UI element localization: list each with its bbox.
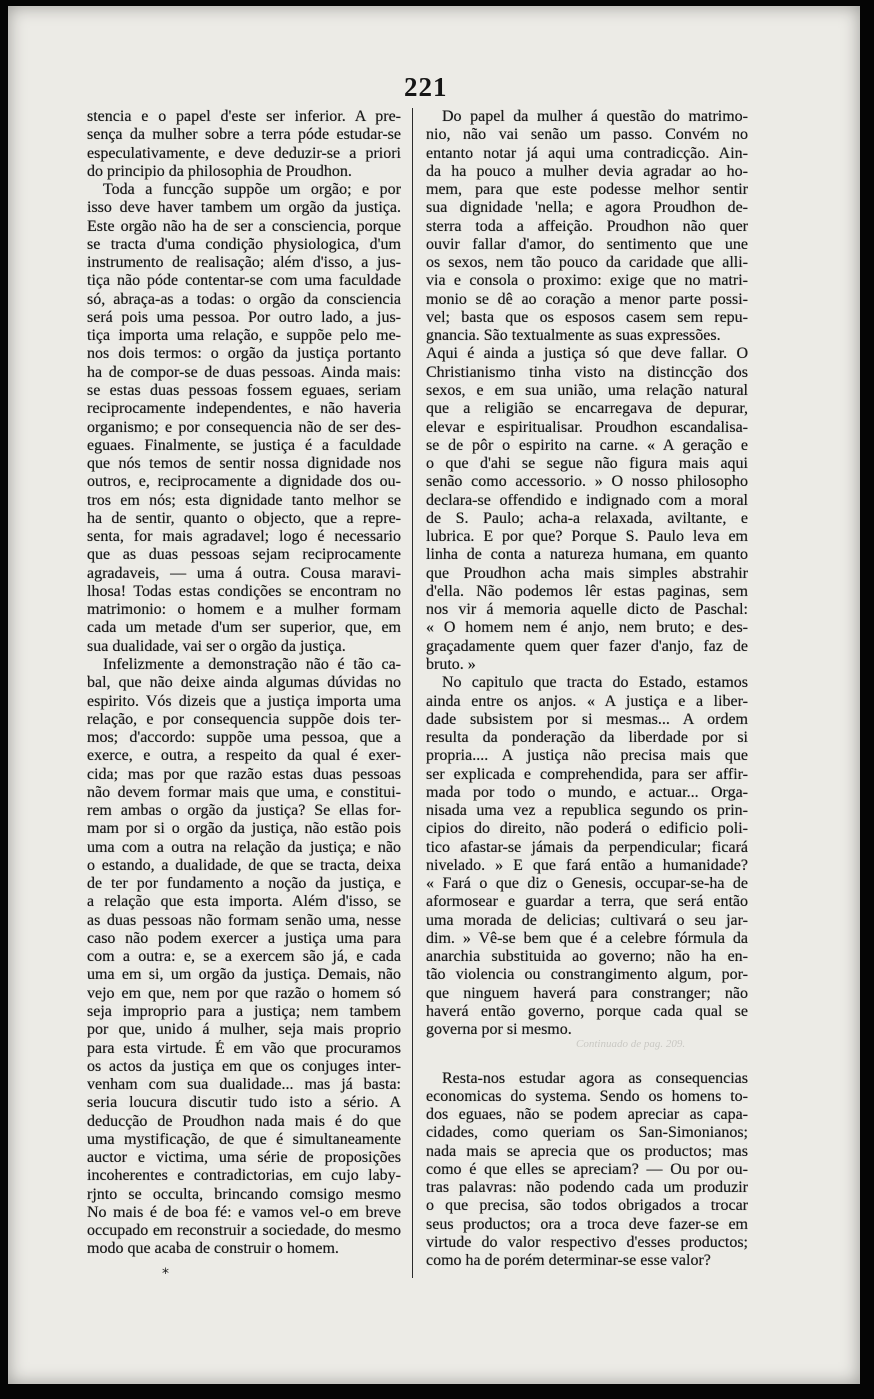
left-column-line: auctor e victima, uma série de proposições (87, 1149, 401, 1167)
left-column-line: espirito. Vós dizeis que a justiça importa uma (87, 692, 401, 710)
right-column-line: tão violencia ou constrangimento algum, por- (426, 966, 748, 984)
right-column-line: nio, não vai senão um passo. Convém no (426, 126, 748, 144)
left-column-line: incoherentes e contradictorias, em cujo laby- (87, 1167, 401, 1185)
right-column-line: o que precisa, são todos obrigados a trocar (426, 1197, 748, 1215)
left-column-line: modo que acaba de construir o homem. (87, 1240, 339, 1258)
right-column-line: de S. Paulo; acha-a relaxada, aviltante, e (426, 509, 748, 527)
right-column-line: Resta-nos estudar agora as consequencias (442, 1069, 748, 1087)
left-column-line: nos dois termos: o orgão da justiça portanto (87, 345, 401, 363)
right-column-line: ouvir fallar d'amor, do sentimento que une (426, 235, 748, 253)
right-column-line: entanto notar já aqui uma contradicção. Ain- (426, 144, 748, 162)
right-column-line: sua dignidade 'nella; e agora Proudhon de- (426, 199, 748, 217)
left-column-line: se tracta d'uma condição physiologica, d'um (87, 235, 401, 253)
left-column-line: venham com sua dualidade... mas já basta: (87, 1076, 401, 1094)
right-column-line: Christianismo tinha visto na distincção dos (426, 363, 748, 381)
right-column-line: como é que elles se apreciam? — Ou por ou- (426, 1160, 748, 1178)
left-column-line: cada um metade d'um ser superior, que, em (87, 619, 401, 637)
right-column-line: mada por todo o mundo, e actuar... Orga- (426, 783, 748, 801)
left-column (87, 108, 401, 1259)
left-column-line: uma com a outra na relação da justiça; e não (87, 838, 401, 856)
right-column-line: bruto. » (426, 655, 476, 673)
left-column-line: especulativamente, e deve deduzir-se a priori (87, 144, 401, 162)
right-column-line: que ninguem haverá para constranger; não (426, 984, 748, 1002)
left-column-line: instrumento de realisação; além d'isso, a jus- (87, 254, 401, 272)
left-column-line: mam por si o orgão da justiça, não estão pois (87, 820, 401, 838)
right-column-line: cidades, como queriam os San-Simonianos; (426, 1124, 748, 1142)
right-column-line: dos eguaes, não se podem apreciar as capa- (426, 1106, 748, 1124)
left-column-line: tros em nós; esta dignidade tanto melhor se (87, 491, 401, 509)
left-column-line: Infelizmente a demonstração não é tão ca- (103, 655, 401, 673)
right-column-line: haverá então governo, porque cada qual se (426, 1003, 748, 1021)
page-number: 221 (404, 72, 448, 102)
right-column-line: se de pôr o espirito na carne. « A geração e (426, 436, 748, 454)
left-column-line: o estando, a dualidade, de que se tracta, deixa (87, 856, 401, 874)
right-column-line: nisada uma vez a republica segundo os prin- (426, 802, 748, 820)
right-column-line: nivelado. » E que fará então a humanidade? (426, 856, 748, 874)
left-column-line: seria loucura discutir tudo isto a sério. A (87, 1094, 401, 1112)
right-column-line: da ha pouco a mulher devia agradar ao ho- (426, 162, 748, 180)
left-column-line: uma mystificação, de que é simultaneamente (87, 1130, 401, 1148)
newspaper-page (8, 6, 860, 1384)
right-column-line: anarchia substituida ao governo; não ha en- (426, 948, 748, 966)
right-column-line: governa por si mesmo. (426, 1021, 572, 1039)
left-column-line: rjnto se occulta, brincando comsigo mesmo (87, 1185, 401, 1203)
right-column-line: economicas do systema. Sendo os homens to- (426, 1087, 748, 1105)
left-column-line: com a outra: e, se a exercem são já, e cada (87, 948, 401, 966)
right-column-line: virtude do valor respectivo d'esses productos; (426, 1233, 748, 1251)
right-column-line: d'ella. Não podemos lêr estas paginas, sem (426, 582, 748, 600)
left-column-line: outros, e, reciprocamente a dignidade dos ou- (87, 473, 401, 491)
right-column-line: sterra toda a affeição. Proudhon não quer (426, 217, 748, 235)
left-column-line: Toda a funcção suppõe um orgão; e por (103, 181, 401, 199)
left-column-line: senta, for mais agradavel; logo é necessario (87, 528, 401, 546)
right-column-line: mem, para que este podesse melhor sentir (426, 181, 748, 199)
left-column-line: tiça não póde contentar-se com uma faculdade (87, 272, 401, 290)
right-column-line: gnancia. São textualmente as suas expressões. (426, 327, 721, 345)
left-column-line: isso deve haver tambem um orgão da justiça. (87, 199, 401, 217)
right-column-line: resulta da ponderação da liberdade por si (426, 729, 748, 747)
right-column-line: propria.... A justiça não precisa mais que (426, 747, 748, 765)
left-column-line: não devem formar mais que uma, e constitui- (87, 783, 401, 801)
right-column-line: linha de conta a natureza humana, em quanto (426, 546, 748, 564)
right-column-line: uma morada de delicias; cultivará o seu jar- (426, 911, 748, 929)
right-column-line: Aqui é ainda a justiça só que deve fallar. O (426, 345, 748, 363)
right-column-line: seus productos; ora a troca deve fazer-se em (426, 1215, 748, 1233)
left-column-line: organismo; e por consequencia não de ser des- (87, 418, 401, 436)
right-column-line: ainda entre os anjos. « A justiça e a liber- (426, 692, 748, 710)
left-column-line: Este orgão não ha de ser a consciencia, porque (87, 217, 401, 235)
right-column (426, 108, 748, 1270)
right-column-line: Do papel da mulher á questão do matrimo- (442, 108, 748, 125)
right-column-line: vel; basta que os esposos casem sem repu- (426, 308, 748, 326)
left-column-line: tiça importa uma relação, e suppõe pelo me- (87, 327, 401, 345)
left-column-line: por que, unido á mulher, seja mais proprio (87, 1021, 401, 1039)
left-column-line: ha de compor-se de duas pessoas. Ainda mais: (87, 363, 401, 381)
right-column-line: monio se dê ao coração a menor parte possi- (426, 290, 748, 308)
left-column-line: a relação que esta importa. Além d'isso, se (87, 893, 401, 911)
right-column-line: nos vir á memoria aquelle dicto de Paschal: (426, 601, 748, 619)
left-column-line: agradaveis, — uma á outra. Cousa maravi- (87, 564, 401, 582)
right-column-line: tras palavras: não podendo cada um produzir (426, 1179, 748, 1197)
left-column-line: mos; d'accordo: suppõe uma pessoa, que a (87, 729, 401, 747)
left-column-line: para esta virtude. É em vão que procuramos (87, 1039, 401, 1057)
left-column-line: vejo em que, nem por que razão o homem só (87, 984, 401, 1002)
right-column-line: que a religião se encarregava de depurar, (426, 400, 748, 418)
right-column-line: os sexos, nem tão pouco da caridade que alli- (426, 254, 748, 272)
right-column-line: dim. » Vê-se bem que é a celebre fórmula da (426, 929, 748, 947)
left-column-line: que as duas pessoas sejam reciprocamente (87, 546, 401, 564)
left-column-line: só, abraça-as a todas: o orgão da consciencia (87, 290, 401, 308)
left-column-line: caso não podem exercer a justiça uma para (87, 929, 401, 947)
left-column-line: lhosa! Todas estas condições se encontram no (87, 582, 401, 600)
left-column-line: eguaes. Finalmente, se justiça é a faculdade (87, 436, 401, 454)
left-column-line: occupado em reconstruir a sociedade, do mesmo (87, 1222, 401, 1240)
left-column-line: as duas pessoas não formam senão uma, nesse (87, 911, 401, 929)
left-column-line: ha de sentir, quanto o objecto, que a repre- (87, 509, 401, 527)
left-column-line: de ter por fundamento a noção da justiça, e (87, 875, 401, 893)
right-column-line: tico afastar-se jámais da perpendicular; ficará (426, 838, 748, 856)
left-column-line: os actos da justiça em que os conjuges inter- (87, 1057, 401, 1075)
left-column-line: se estas duas pessoas fossem eguaes, seriam (87, 381, 401, 399)
right-column-line: ser explicada e comprehendida, para ser affir- (426, 765, 748, 783)
left-column-line: No mais é de boa fé: e vamos vel-o em breve (87, 1203, 401, 1221)
left-column-line: rem ambas o orgão da justiça? Se ellas for- (87, 802, 401, 820)
right-column-line: « Fará o que diz o Genesis, occupar-se-ha de (426, 875, 748, 893)
left-column-line: será pois uma pessoa. Por outro lado, a jus- (87, 308, 401, 326)
right-column-line: cipios do direito, não poderá o edificio poli- (426, 820, 748, 838)
left-column-line: matrimonio: o homem e a mulher formam (87, 601, 401, 619)
left-column-line: cida; mas por que razão estas duas pessoas (87, 765, 401, 783)
right-column-line: sexos, e em sua união, uma relação natural (426, 381, 748, 399)
left-column-line: deducção de Proudhon nada mais é do que (87, 1112, 401, 1130)
right-column-line: elevar e espiritualisar. Proudhon escandalisa- (426, 418, 748, 436)
right-column-line: que Proudhon acha mais simples abstrahir (426, 564, 748, 582)
right-column-line: aformosear e guardar a terra, que será então (426, 893, 748, 911)
left-column-line: reciprocamente independentes, e não haveria (87, 400, 401, 418)
left-column-line: seja improprio para a justiça; nem tambem (87, 1003, 401, 1021)
left-column-line: stencia e o papel d'este ser inferior. A pre- (87, 108, 401, 125)
left-column-line: uma em si, um orgão da justiça. Demais, não (87, 966, 401, 984)
right-column-line: como ha de porém determinar-se esse valor? (426, 1252, 711, 1270)
left-column-line: que nós temos de sentir nossa dignidade nos (87, 455, 401, 473)
right-column-line: senão como accessorio. » O nosso philosopho (426, 473, 748, 491)
left-column-line: exerce, e outra, a respeito da qual é exer- (87, 747, 401, 765)
left-column-line: do principio da philosophia de Proudhon. (87, 162, 352, 180)
left-column-line: sença da mulher sobre a terra póde estudar-se (87, 126, 401, 144)
column-divider (412, 108, 413, 1278)
right-column-line: « O homem nem é anjo, nem bruto; e des- (426, 619, 748, 637)
right-column-line: lubrica. E por que? Porque S. Paulo leva em (426, 528, 748, 546)
right-column-line: graçadamente quem quer fazer d'anjo, faz de (426, 637, 748, 655)
right-column-line: nada mais se aprecia que os productos; mas (426, 1142, 748, 1160)
right-column-line: o que d'ahi se segue não figura mais aqui (426, 455, 748, 473)
right-column-line: dade subsistem por si mesmas... A ordem (426, 710, 748, 728)
right-column-line: declara-se offendido e indignado com a moral (426, 491, 748, 509)
right-column-line: No capitulo que tracta do Estado, estamos (442, 674, 748, 692)
left-column-line: sua dualidade, vai ser o orgão da justiça. (87, 637, 346, 655)
left-column-line: bal, que não deixe ainda algumas dúvidas no (87, 674, 401, 692)
bleed-through-text: Continuado de pag. 209. (576, 1038, 686, 1050)
left-column-line: relação, e por consequencia suppõe dois ter- (87, 710, 401, 728)
right-column-line: via e consola o proximo: exige que no matri- (426, 272, 748, 290)
footer-mark: * (162, 1266, 169, 1282)
